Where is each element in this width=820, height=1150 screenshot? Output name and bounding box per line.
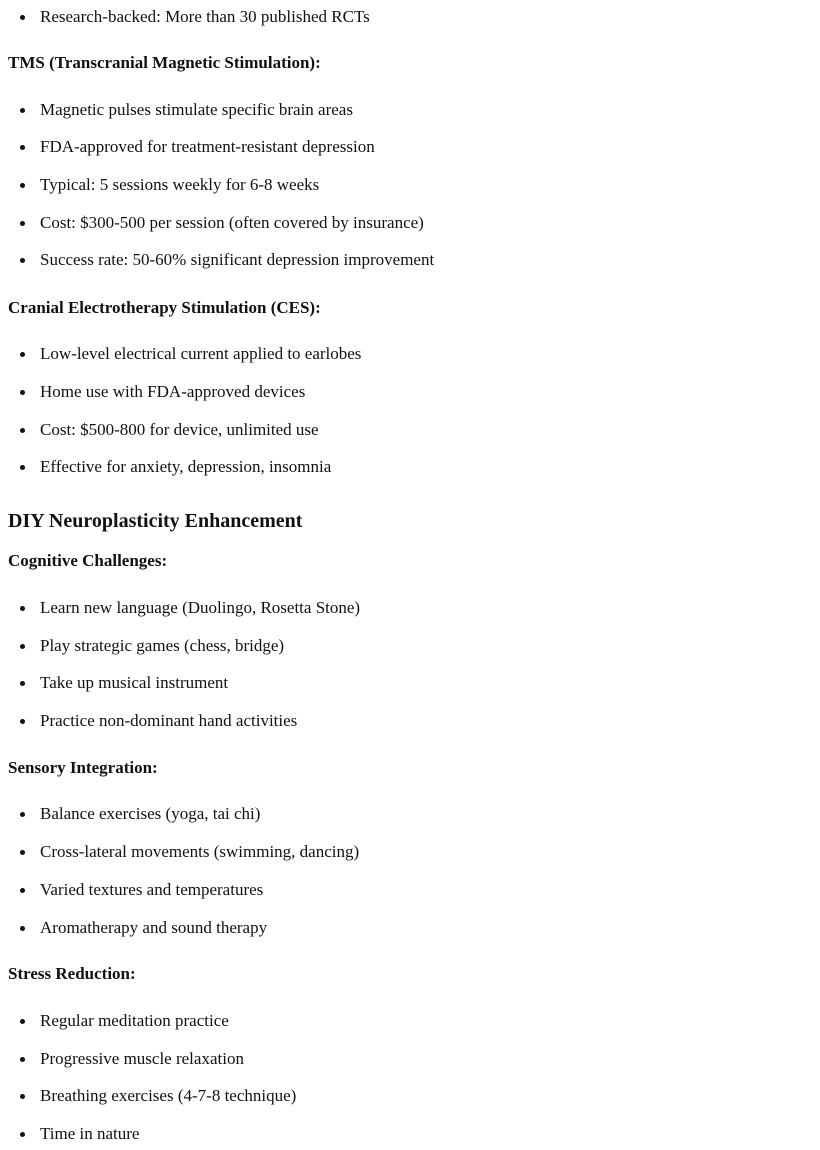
list-item-text: Cost: $300-500 per session (often covered by insurance) [40, 213, 424, 232]
list-item-text: Varied textures and temperatures [40, 880, 264, 899]
list-item-text: Practice non-dominant hand activities [40, 711, 298, 730]
list-item-text: Learn new language (Duolingo, Rosetta Stone) [40, 598, 361, 617]
sensory-heading: Sensory Integration: [8, 758, 158, 777]
list-item-text: Success rate: 50-60% significant depression improvement [40, 250, 435, 269]
cognitive-heading: Cognitive Challenges: [8, 551, 168, 570]
list-item-text: Balance exercises (yoga, tai chi) [40, 804, 261, 823]
list-item-text: Progressive muscle relaxation [40, 1049, 244, 1068]
list-item-text: Low-level electrical current applied to earlobes [40, 344, 362, 363]
list-item-text: Take up musical instrument [40, 673, 229, 692]
list-item-text: Regular meditation practice [40, 1011, 229, 1030]
list-item-text: Effective for anxiety, depression, insomnia [40, 457, 332, 476]
list-item-text: Play strategic games (chess, bridge) [40, 636, 285, 655]
list-item-text: Home use with FDA-approved devices [40, 382, 306, 401]
diy-section-heading: DIY Neuroplasticity Enhancement [8, 510, 303, 532]
stress-heading: Stress Reduction: [8, 964, 136, 983]
list-item-text: Breathing exercises (4-7-8 technique) [40, 1086, 297, 1105]
list-item-text: Cross-lateral movements (swimming, dancing) [40, 842, 360, 861]
list-item-text: Research-backed: More than 30 published RCTs [40, 7, 370, 26]
tms-heading: TMS (Transcranial Magnetic Stimulation): [8, 53, 321, 72]
list-item-text: FDA-approved for treatment-resistant depression [40, 137, 375, 156]
ces-heading: Cranial Electrotherapy Stimulation (CES): [8, 298, 321, 317]
list-item-text: Cost: $500-800 for device, unlimited use [40, 420, 319, 439]
list-item-text: Aromatherapy and sound therapy [40, 918, 268, 937]
list-item-text: Magnetic pulses stimulate specific brain areas [40, 100, 353, 119]
list-item-text: Time in nature [40, 1124, 140, 1143]
list-item-text: Typical: 5 sessions weekly for 6-8 weeks [40, 175, 320, 194]
